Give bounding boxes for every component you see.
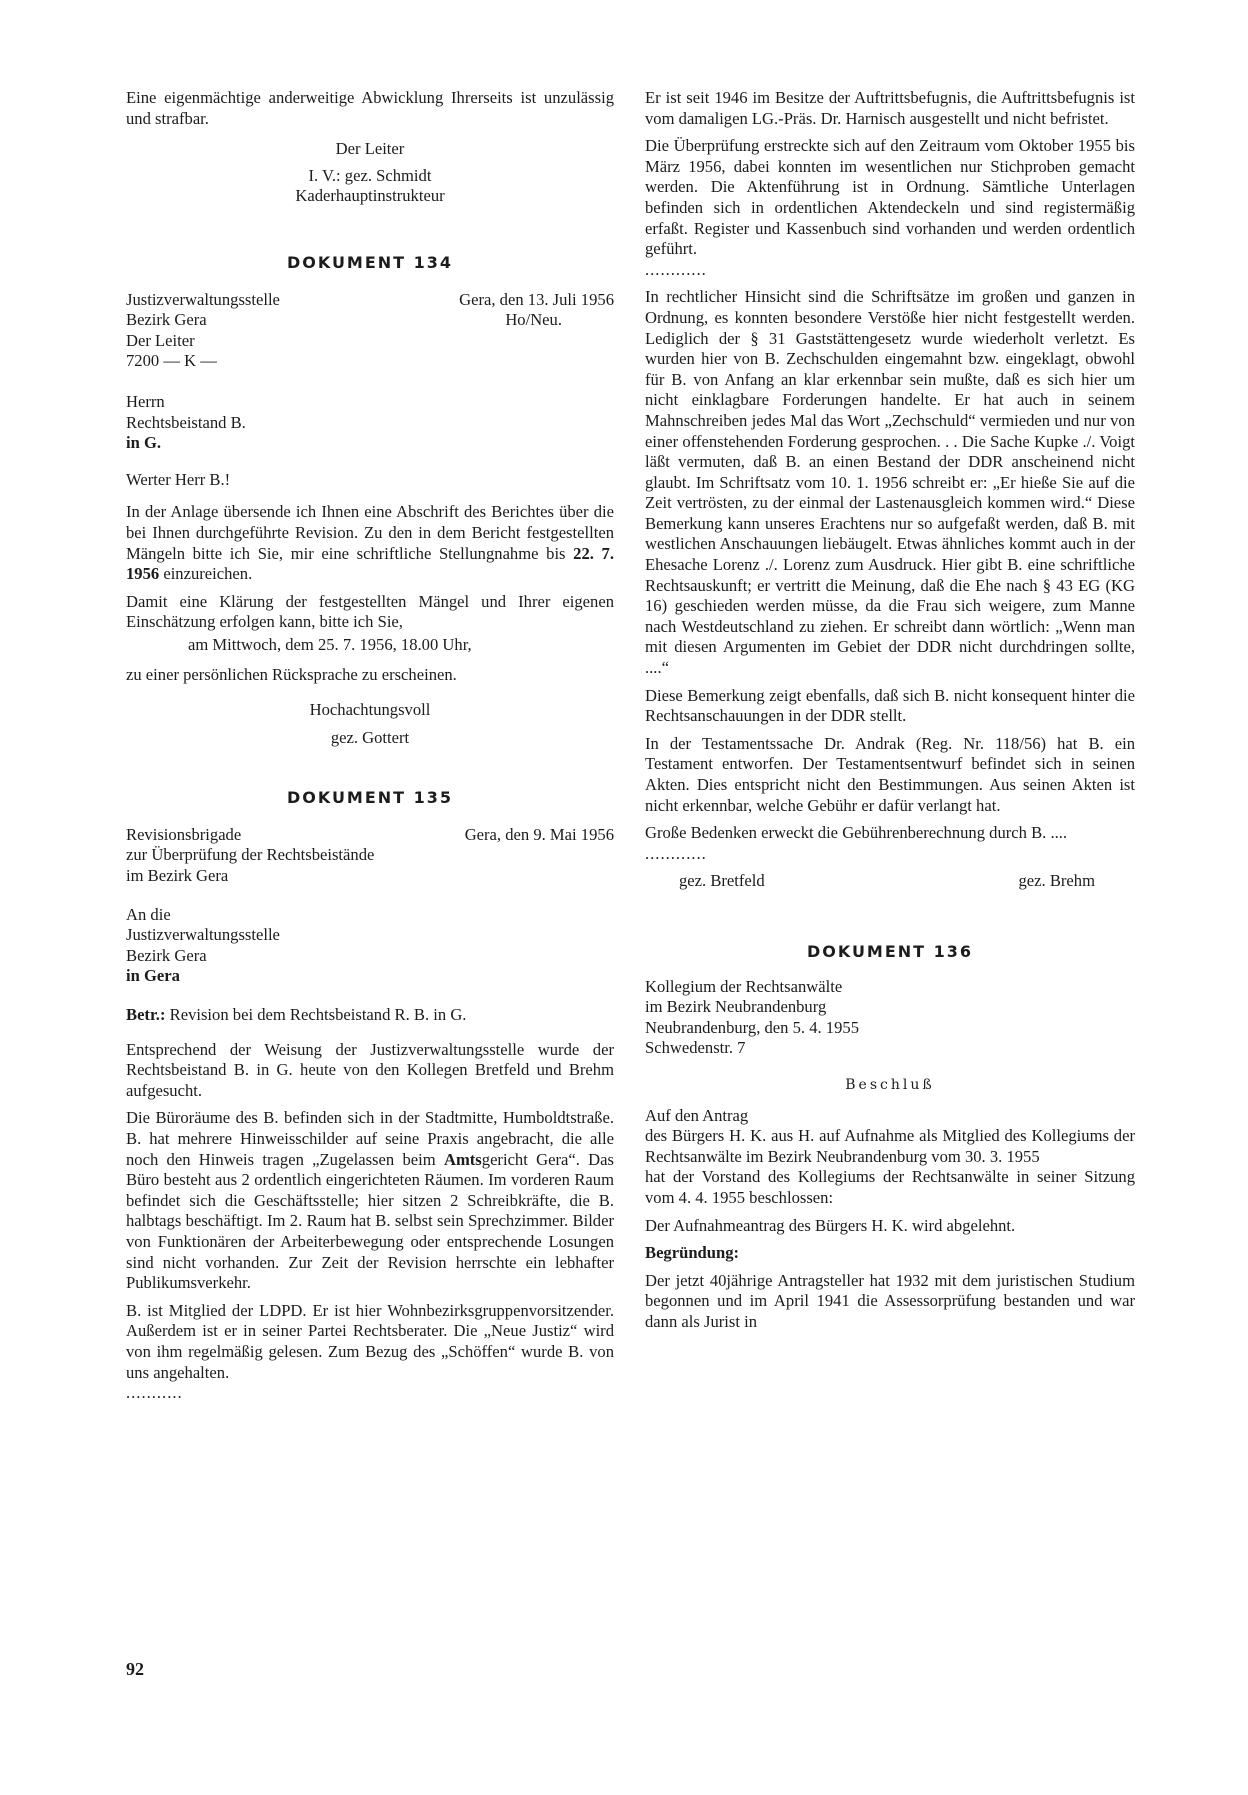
report-signatures bbox=[645, 871, 1135, 892]
signature-brehm: gez. Brehm bbox=[1018, 871, 1095, 891]
document-134-heading: DOKUMENT 134 bbox=[286, 252, 454, 272]
doc136-reason-label: Begründung: bbox=[645, 1243, 740, 1263]
doc135-sender-line-2: zur Überprüfung der Rechtsbeistände bbox=[126, 845, 375, 865]
doc136-paragraph-4: Der jetzt 40jährige Antragsteller hat 1932 mit dem juristischen Studium begonnen und im April 1941 die Assessorprüfung bestanden und war dann als Jurist in bbox=[645, 1270, 1135, 1331]
signature-bretfeld: gez. Bretfeld bbox=[679, 871, 765, 891]
intro-paragraph: Eine eigenmächtige anderweitige Abwicklung Ihrerseits ist unzulässig und strafbar. bbox=[126, 88, 614, 128]
doc134-paragraph-1-text: In der Anlage übersende ich Ihnen eine Abschrift des Berichtes über die bei Ihnen durchgeführte Revision. Zu den in dem Bericht festgestellten Mängeln bitte ich Sie, mir eine schriftliche Stellungnahme bis bbox=[126, 502, 614, 563]
doc135-subject-label: Betr.: bbox=[126, 1005, 166, 1024]
doc134-recipient-line-2: Rechtsbeistand B. bbox=[126, 412, 246, 432]
doc135-ellipsis: ........... bbox=[126, 1383, 183, 1403]
doc134-salutation: Werter Herr B.! bbox=[126, 469, 231, 489]
doc135-paragraph-2-emphasis: Amts bbox=[443, 1149, 482, 1169]
signature-name: I. V.: gez. Schmidt bbox=[308, 165, 432, 185]
page-number: 92 bbox=[126, 1659, 144, 1679]
doc135-place-date: Gera, den 9. Mai 1956 bbox=[464, 824, 614, 844]
doc135-sender-line-3: im Bezirk Gera bbox=[126, 866, 229, 886]
doc134-recipient-line-3: in G. bbox=[126, 433, 162, 453]
left-column bbox=[126, 88, 614, 1411]
doc135-recipient-line-4: in Gera bbox=[126, 966, 180, 986]
doc136-sender-line-4: Schwedenstr. 7 bbox=[645, 1038, 746, 1058]
doc134-signature: gez. Gottert bbox=[330, 727, 410, 747]
doc135-subject bbox=[126, 1005, 614, 1026]
report-ellipsis-2: ............ bbox=[645, 843, 707, 863]
doc135-paragraph-2-text: Die Büroräume des B. befinden sich in der Stadtmitte, Humboldtstraße. B. hat mehrere Hinweisschilder auf seine Praxis angebracht, die alle noch den Hinweis tragen „Zugelassen beim bbox=[126, 1108, 614, 1169]
doc134-paragraph-1 bbox=[126, 502, 614, 584]
doc134-header bbox=[126, 290, 614, 372]
doc134-appointment: am Mittwoch, dem 25. 7. 1956, 18.00 Uhr, bbox=[188, 634, 472, 654]
doc135-header bbox=[126, 825, 614, 887]
doc136-paragraph-1: des Bürgers H. K. aus H. auf Aufnahme als Mitglied des Kollegiums der Rechtsanwälte im Bezirk Neubrandenburg vom 30. 3. 1955 bbox=[645, 1126, 1135, 1166]
doc135-paragraph-1: Entsprechend der Weisung der Justizverwaltungsstelle wurde der Rechtsbeistand B. in G. heute von den Kollegen Bretfeld und Brehm aufgesucht. bbox=[126, 1039, 614, 1100]
doc134-recipient bbox=[126, 392, 614, 454]
report-paragraph-5: In der Testamentssache Dr. Andrak (Reg. Nr. 118/56) hat B. ein Testament entworfen. Der Testamentsentwurf befindet sich in seinen Akten. Dies entspricht nicht den Bestimmungen. Aus seinen Akten ist nicht erkennbar, welche Gebühr er dafür verlangt hat. bbox=[645, 733, 1135, 815]
doc135-subject-text: Revision bei dem Rechtsbeistand R. B. in G. bbox=[165, 1005, 467, 1024]
document-136-heading: DOKUMENT 136 bbox=[806, 941, 974, 961]
signature-role: Kaderhauptinstrukteur bbox=[295, 186, 445, 206]
report-paragraph-2: Die Überprüfung erstreckte sich auf den Zeitraum vom Oktober 1955 bis März 1956, dabei konnten im wesentlichen nur Stichproben gemacht werden. Die Aktenführung ist in Ordnung. Sämtliche Unterlagen befinden sich in ordentlichen Aktendeckeln und sind registermäßig erfaßt. Register und Kassenbuch sind vorhanden und werden ordentlich geführt. bbox=[645, 136, 1135, 259]
doc134-sender-line-2: Bezirk Gera bbox=[126, 310, 207, 330]
doc136-header bbox=[645, 977, 1135, 1059]
doc136-title: Beschluß bbox=[845, 1076, 935, 1093]
doc135-paragraph-2-end: gericht Gera“. Das Büro besteht aus 2 ordentlich eingerichteten Räumen. Im vorderen Raum befindet sich die Geschäftsstelle; hier sitzen 2 Schreibkräfte, die B. halbtags beschäftigt. Im 2. Raum hat B. selbst sein Sprechzimmer. Bilder von Funktionären der Arbeiterbewegung oder entsprechende Losungen sind nicht vorhanden. Zur Zeit der Revision herrschte ein lebhafter Publikumsverkehr. bbox=[126, 1149, 614, 1293]
report-paragraph-1: Er ist seit 1946 im Besitze der Auftrittsbefugnis, die Auftrittsbefugnis ist vom damaligen LG.-Präs. Dr. Harnisch ausgestellt und nicht befristet. bbox=[645, 88, 1135, 128]
doc134-place-date: Gera, den 13. Juli 1956 bbox=[459, 289, 614, 309]
doc134-sender-line-4: 7200 — K — bbox=[126, 351, 217, 371]
doc134-recipient-line-1: Herrn bbox=[126, 391, 165, 411]
doc134-reference: Ho/Neu. bbox=[505, 310, 562, 330]
report-paragraph-3: In rechtlicher Hinsicht sind die Schriftsätze im großen und ganzen in Ordnung, es konnten besondere Verstöße hier nicht festgestellt werden. Lediglich der § 31 Gaststättengesetz wurde wiederholt verletzt. Es wurden hier von B. Zechschulden eingemahnt bzw. eingeklagt, obwohl für B. von Anfang an klar erkennbar sein mußte, daß es sich hier um nicht einklagbare Forderungen handelte. Er hat auch in seinem Mahnschreiben jedes Mal das Wort „Zechschuld“ vermieden und nur von einer offenstehenden Forderung gesprochen. . . Die Sache Kupke ./. Voigt läßt vermuten, daß B. an einen Bestand der DDR anscheinend nicht glaubt. Im Schriftsatz vom 10. 1. 1956 schreibt er: „Er hieße Sie auf die Zeit vertrösten, zu der einmal der Lastenausgleich kommen wird.“ Diese Bemerkung kann unseres Erachtens nur so aufgefaßt werden, daß B. mit westlichen Anschauungen liebäugelt. Etwas ähnliches kommt auch in der Ehesache Lorenz ./. Lorenz zum Ausdruck. Hier gibt B. eine schriftliche Rechtsauskunft; er vertritt die Meinung, daß die Ehe nach § 43 EG (KG 16) geschieden werden müsse, da die Frau sich weigere, zum Manne nach Westdeutschland zu ziehen. Er schreibt dann wörtlich: „Wenn man mit diesen Argumenten im Gebiet der DDR nicht durchdringen sollte, ....“ bbox=[645, 287, 1135, 678]
doc136-paragraph-3: Der Aufnahmeantrag des Bürgers H. K. wird abgelehnt. bbox=[645, 1215, 1016, 1235]
doc136-sender-line-2: im Bezirk Neubrandenburg bbox=[645, 997, 827, 1017]
report-paragraph-6: Große Bedenken erweckt die Gebührenberechnung durch B. .... bbox=[645, 823, 1068, 843]
doc135-recipient-line-2: Justizverwaltungsstelle bbox=[126, 925, 280, 945]
report-paragraph-4: Diese Bemerkung zeigt ebenfalls, daß sich B. nicht konsequent hinter die Rechtsanschauungen in der DDR stellt. bbox=[645, 685, 1135, 726]
doc135-paragraph-3: B. ist Mitglied der LDPD. Er ist hier Wohnbezirksgruppenvorsitzender. Außerdem ist er in seiner Partei Rechtsberater. Die „Neue Justiz“ wird von ihm regelmäßig gelesen. Zum Bezug des „Schöffen“ wurde B. von uns angehalten. bbox=[126, 1300, 614, 1382]
doc134-paragraph-3: zu einer persönlichen Rücksprache zu erscheinen. bbox=[126, 665, 457, 685]
doc134-paragraph-1-end: einzureichen. bbox=[159, 564, 253, 584]
doc135-sender-line-1: Revisionsbrigade bbox=[126, 824, 242, 844]
signature-title: Der Leiter bbox=[335, 139, 405, 159]
doc135-recipient-line-3: Bezirk Gera bbox=[126, 945, 207, 965]
doc134-closing: Hochachtungsvoll bbox=[309, 700, 431, 720]
doc134-paragraph-2: Damit eine Klärung der festgestellten Mängel und Ihrer eigenen Einschätzung erfolgen kann, bitte ich Sie, bbox=[126, 591, 614, 632]
doc136-sender-line-3: Neubrandenburg, den 5. 4. 1955 bbox=[645, 1017, 859, 1037]
doc136-paragraph-2: hat der Vorstand des Kollegiums der Rechtsanwälte in seiner Sitzung vom 4. 4. 1955 beschlossen: bbox=[645, 1167, 1135, 1207]
doc134-sender-line-1: Justizverwaltungsstelle bbox=[126, 289, 280, 309]
doc136-line-1: Auf den Antrag bbox=[645, 1105, 749, 1125]
document-135-heading: DOKUMENT 135 bbox=[286, 788, 454, 808]
doc134-deadline-date: 22. 7. 1956 bbox=[126, 543, 614, 584]
doc135-recipient bbox=[126, 905, 614, 987]
report-ellipsis-1: ............ bbox=[645, 259, 707, 279]
doc134-sender-line-3: Der Leiter bbox=[126, 330, 195, 350]
doc136-sender-line-1: Kollegium der Rechtsanwälte bbox=[645, 976, 843, 996]
doc135-paragraph-2 bbox=[126, 1108, 614, 1293]
doc135-recipient-line-1: An die bbox=[126, 904, 171, 924]
right-column bbox=[645, 88, 1135, 1339]
